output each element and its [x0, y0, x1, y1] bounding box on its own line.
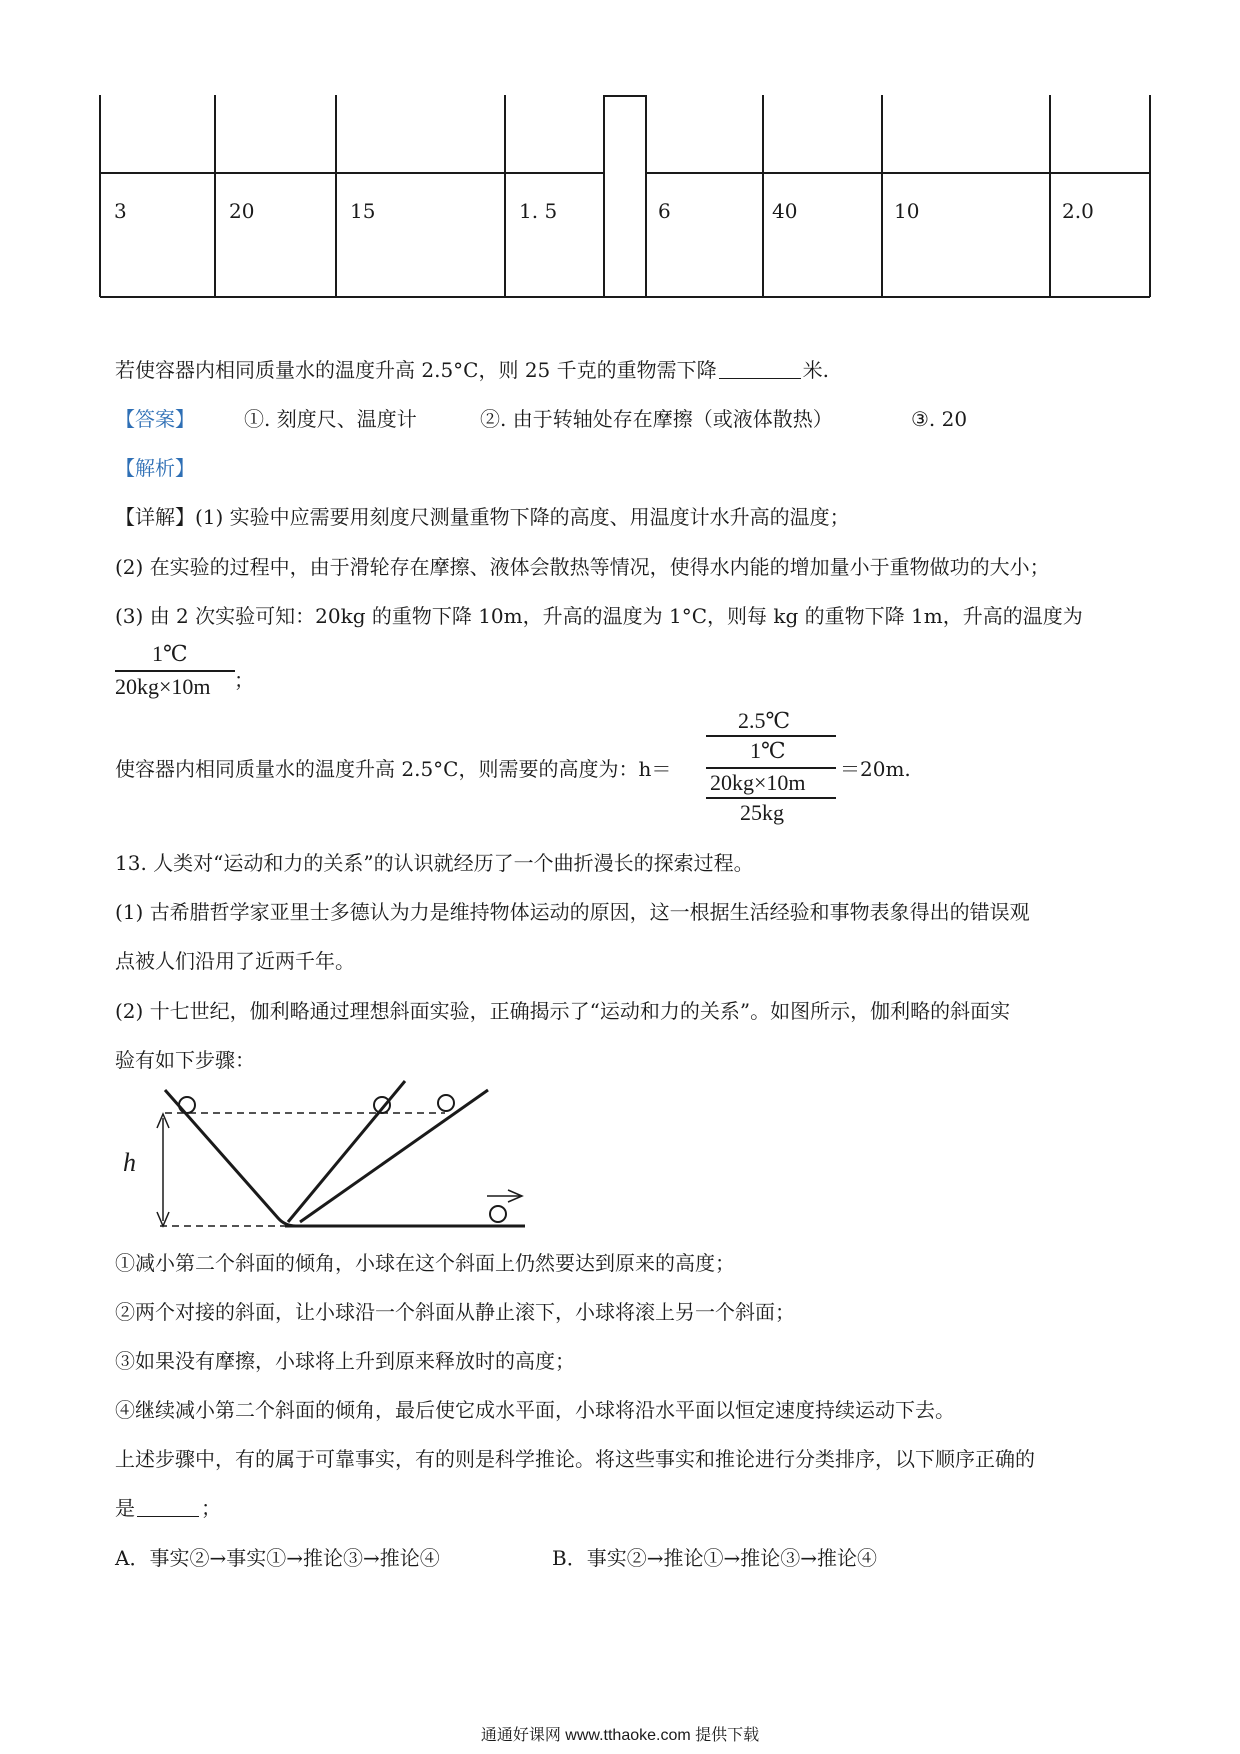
fraction-2-tail: ＝20m. [840, 757, 911, 781]
analysis-detail: 【详解】(1) 实验中应需要用刻度尺测量重物下降的高度、用温度计水升高的温度； [115, 505, 850, 529]
ball-start [179, 1097, 195, 1113]
fraction-1-denominator: 20kg×10m [115, 674, 211, 699]
table-cell: 2.0 [1062, 199, 1094, 223]
q13-question-b-end: ； [201, 1496, 221, 1520]
analysis-tag: 【解析】 [115, 456, 195, 480]
table-cell: 3 [114, 199, 127, 223]
q13-question-b-text: 是 [115, 1496, 135, 1520]
second-slope-shallow [300, 1090, 488, 1222]
table-cell: 1. 5 [519, 199, 558, 223]
fraction-1-tail: ； [234, 670, 254, 692]
q13-part-1b: 点被人们沿用了近两千年。 [115, 949, 355, 973]
fraction-2-top: 2.5℃ [738, 708, 791, 733]
step-1: ①减小第二个斜面的倾角，小球在这个斜面上仍然要达到原来的高度； [115, 1251, 735, 1275]
fraction-2-bottom: 25kg [740, 800, 784, 825]
fraction-2-lower-bar [706, 797, 836, 799]
second-slope-steep [288, 1081, 405, 1222]
fraction-2-main-bar [706, 767, 836, 769]
height-label: h [123, 1148, 136, 1177]
q13-title: 13. 人类对“运动和力的关系”的认识就经历了一个曲折漫长的探索过程。 [115, 851, 754, 875]
inclined-plane-figure [0, 1080, 560, 1240]
fraction-2-mid-numerator: 1℃ [750, 738, 786, 763]
question-unit: 米. [802, 358, 829, 382]
answer-line [115, 405, 195, 433]
analysis-part-4: 使容器内相同质量水的温度升高 2.5°C，则需要的高度为：h＝ [115, 757, 672, 781]
q13-part-2a: (2) 十七世纪，伽利略通过理想斜面实验，正确揭示了“运动和力的关系”。如图所示，伽利略的斜面实 [115, 999, 1011, 1023]
step-3: ③如果没有摩擦，小球将上升到原来释放时的高度； [115, 1349, 575, 1373]
table-cell: 20 [229, 199, 255, 223]
ball-horizontal [490, 1206, 506, 1222]
data-table-grid [0, 0, 1240, 320]
fraction-1-bar [115, 670, 235, 672]
ball-shallow [438, 1095, 454, 1111]
analysis-part-2: (2) 在实验的过程中，由于滑轮存在摩擦、液体会散热等情况，使得水内能的增加量小于重物做功的大小； [115, 555, 1050, 579]
answer-3: ③. 20 [911, 407, 968, 431]
step-4: ④继续减小第二个斜面的倾角，最后使它成水平面，小球将沿水平面以恒定速度持续运动下去。 [115, 1398, 955, 1422]
page-footer: 通通好课网 www.tthaoke.com 提供下载 [480, 1727, 760, 1744]
question-text: 若使容器内相同质量水的温度升高 2.5°C，则 25 千克的重物需下降 [115, 358, 717, 382]
fraction-2-mid-denominator: 20kg×10m [710, 770, 806, 795]
table-cell: 6 [658, 199, 671, 223]
fraction-1-numerator: 1℃ [152, 641, 188, 666]
q13-part-1a: (1) 古希腊哲学家亚里士多德认为力是维持物体运动的原因，这一根据生活经验和事物表象得出的错误观 [115, 900, 1030, 924]
q13-part-2b: 验有如下步骤： [115, 1048, 255, 1072]
answer-tag: 【答案】 [115, 407, 195, 431]
first-slope [165, 1090, 296, 1226]
step-2: ②两个对接的斜面，让小球沿一个斜面从静止滚下，小球将滚上另一个斜面； [115, 1300, 795, 1324]
q13-question-a: 上述步骤中，有的属于可靠事实，有的则是科学推论。将这些事实和推论进行分类排序，以下顺序正确的 [115, 1447, 1035, 1471]
analysis-part-3: (3) 由 2 次实验可知：20kg 的重物下降 10m，升高的温度为 1°C，则每 kg 的重物下降 1m，升高的温度为 [115, 604, 1083, 628]
answer-2: ②. 由于转轴处存在摩擦（或液体散热） [480, 407, 833, 431]
question-tail [115, 356, 829, 384]
table-cell: 40 [772, 199, 798, 223]
answer-blank [719, 358, 801, 379]
table-cell: 10 [894, 199, 920, 223]
fraction-2-upper-bar [706, 735, 836, 737]
answer-blank [137, 1496, 199, 1517]
option-b: B．事实②→推论①→推论③→推论④ [552, 1546, 877, 1570]
q13-question-b [115, 1494, 221, 1522]
answer-1: ①. 刻度尺、温度计 [244, 407, 417, 431]
option-a: A．事实②→事实①→推论③→推论④ [115, 1546, 440, 1570]
table-cell: 15 [350, 199, 376, 223]
